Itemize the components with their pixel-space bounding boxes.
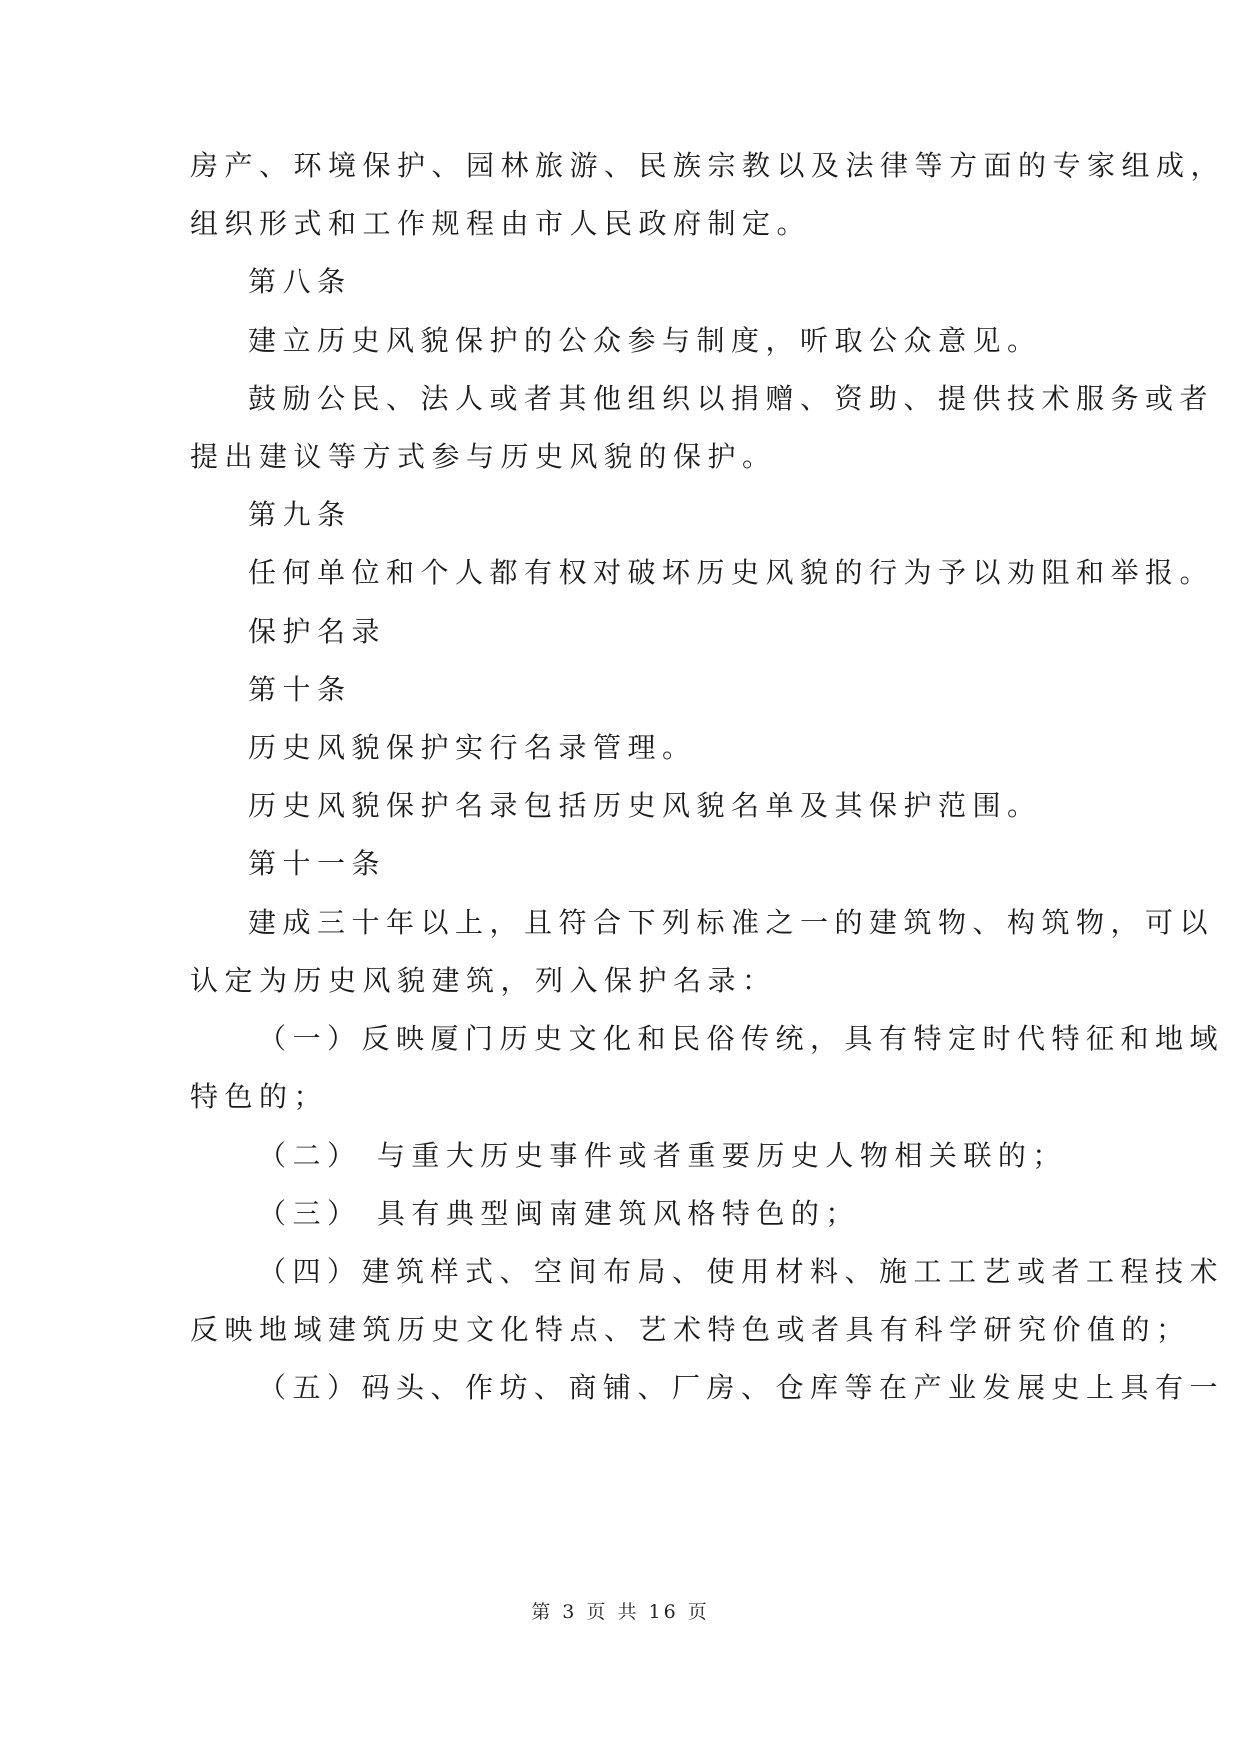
body-line: 历史风貌保护实行名录管理。 bbox=[248, 731, 697, 764]
page-number-footer: 第 3 页 共 16 页 bbox=[531, 1601, 710, 1623]
body-line: 特色的； bbox=[190, 1080, 329, 1113]
list-item: （二） 与重大历史事件或者重要历史人物相关联的； bbox=[258, 1139, 1067, 1172]
list-item: （一）反映厦门历史文化和民俗传统，具有特定时代特征和地域 bbox=[258, 1022, 1225, 1055]
body-line: 组织形式和工作规程由市人民政府制定。 bbox=[190, 207, 812, 240]
article-heading: 第十条 bbox=[248, 673, 352, 706]
list-item: （三） 具有典型闽南建筑风格特色的； bbox=[258, 1197, 860, 1230]
article-heading: 第九条 bbox=[248, 498, 352, 531]
body-line: 建成三十年以上，且符合下列标准之一的建筑物、构筑物，可以 bbox=[248, 906, 1215, 939]
body-line: 鼓励公民、法人或者其他组织以捐赠、资助、提供技术服务或者 bbox=[248, 382, 1215, 415]
body-line: 反映地域建筑历史文化特点、艺术特色或者具有科学研究价值的； bbox=[190, 1313, 1191, 1346]
body-line: 历史风貌保护名录包括历史风貌名单及其保护范围。 bbox=[248, 789, 1042, 822]
body-line: 认定为历史风貌建筑，列入保护名录： bbox=[190, 964, 777, 997]
article-heading: 第十一条 bbox=[248, 847, 387, 880]
body-line: 提出建议等方式参与历史风貌的保护。 bbox=[190, 440, 777, 473]
list-item: （四）建筑样式、空间布局、使用材料、施工工艺或者工程技术 bbox=[258, 1255, 1225, 1288]
article-heading: 第八条 bbox=[248, 265, 352, 298]
body-line: 房产、环境保护、园林旅游、民族宗教以及法律等方面的专家组成， bbox=[190, 149, 1226, 182]
body-line: 建立历史风貌保护的公众参与制度，听取公众意见。 bbox=[248, 324, 1042, 357]
section-heading: 保护名录 bbox=[248, 615, 387, 648]
body-line: 任何单位和个人都有权对破坏历史风貌的行为予以劝阻和举报。 bbox=[248, 556, 1215, 589]
list-item: （五）码头、作坊、商铺、厂房、仓库等在产业发展史上具有一 bbox=[258, 1371, 1225, 1404]
